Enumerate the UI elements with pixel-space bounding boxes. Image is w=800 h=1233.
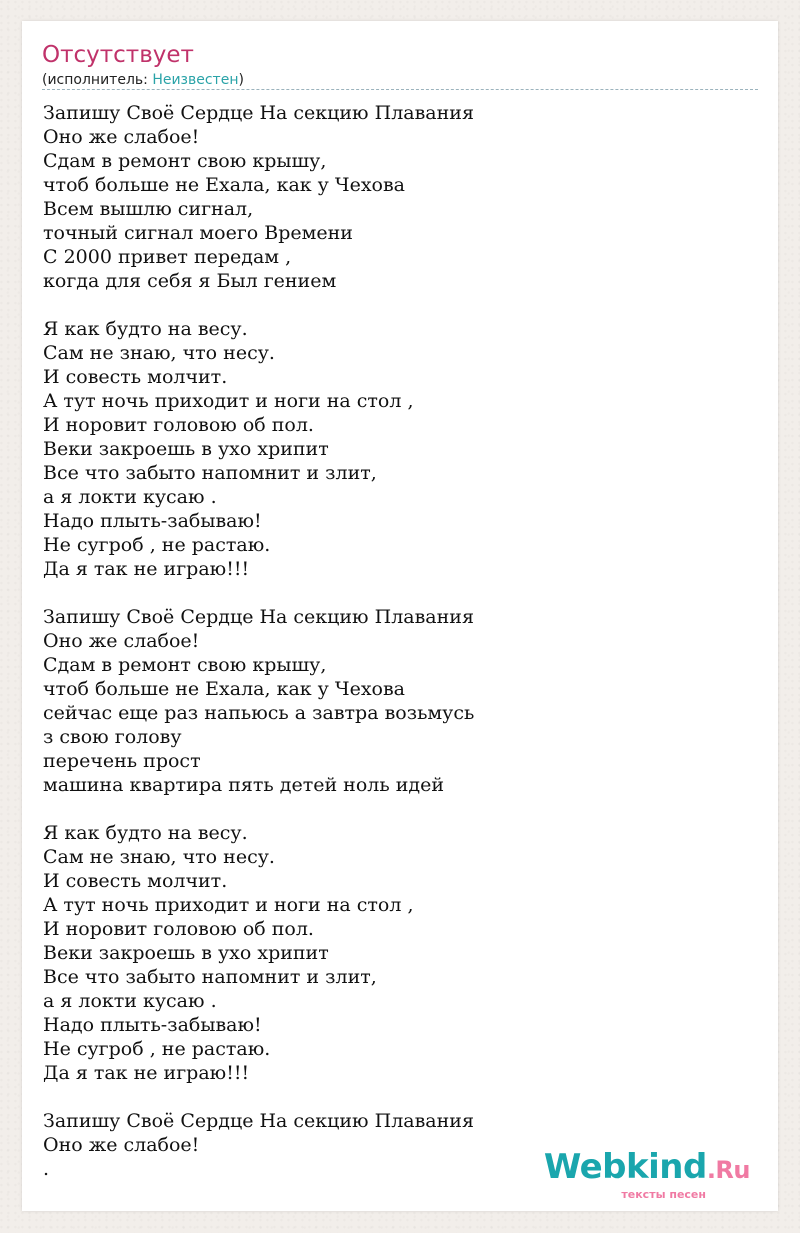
lyric-line: точный сигнал моего Времени xyxy=(43,222,353,244)
song-title: Отсутствует xyxy=(42,42,194,68)
lyric-line: а я локти кусаю . xyxy=(43,486,217,508)
lyric-line: чтоб больше не Ехала, как у Чехова xyxy=(43,678,406,700)
lyric-line: И норовит головою об пол. xyxy=(43,918,314,940)
lyric-line: Да я так не играю!!! xyxy=(43,1062,250,1084)
lyrics-page xyxy=(22,21,778,1211)
lyric-line: Запишу Своё Сердце На секцию Плавания xyxy=(43,102,474,124)
lyric-line: а я локти кусаю . xyxy=(43,990,217,1012)
stanza-gap xyxy=(43,293,743,317)
lyric-line: Все что забыто напомнит и злит, xyxy=(43,462,377,484)
lyric-line: Все что забыто напомнит и злит, xyxy=(43,966,377,988)
lyric-line: Оно же слабое! xyxy=(43,1134,200,1156)
lyric-line: Оно же слабое! xyxy=(43,126,200,148)
lyric-line: Не сугроб , не растаю. xyxy=(43,534,271,556)
lyrics-text xyxy=(43,101,743,1181)
lyric-line: сейчас еще раз напьюсь а завтра возьмусь xyxy=(43,702,475,724)
lyric-line: . xyxy=(43,1158,50,1180)
lyric-line: И норовит головою об пол. xyxy=(43,414,314,436)
stanza-gap xyxy=(43,797,743,821)
lyric-line: когда для себя я Был гением xyxy=(43,270,337,292)
lyric-line: Веки закроешь в ухо хрипит xyxy=(43,942,329,964)
lyric-line: Я как будто на весу. xyxy=(43,318,248,340)
lyric-line: перечень прост xyxy=(43,750,201,772)
artist-suffix: ) xyxy=(238,72,244,88)
artist-link[interactable]: Неизвестен xyxy=(152,72,239,88)
lyric-line: Всем вышлю сигнал, xyxy=(43,198,254,220)
lyric-line: Надо плыть-забываю! xyxy=(43,1014,262,1036)
stanza-gap xyxy=(43,581,743,605)
watermark-tagline: тексты песен xyxy=(621,1188,706,1201)
lyric-line: Оно же слабое! xyxy=(43,630,200,652)
lyric-line: Надо плыть-забываю! xyxy=(43,510,262,532)
lyric-line: И совесть молчит. xyxy=(43,366,228,388)
lyric-line: чтоб больше не Ехала, как у Чехова xyxy=(43,174,406,196)
stanza-gap xyxy=(43,1085,743,1109)
lyric-line: Сам не знаю, что несу. xyxy=(43,342,275,364)
lyric-line: Запишу Своё Сердце На секцию Плавания xyxy=(43,1110,474,1132)
header-divider xyxy=(42,89,758,90)
lyric-line: Я как будто на весу. xyxy=(43,822,248,844)
lyric-line: И совесть молчит. xyxy=(43,870,228,892)
lyric-line: з свою голову xyxy=(43,726,182,748)
watermark-tld: .Ru xyxy=(706,1156,750,1184)
lyric-line: Сдам в ремонт свою крышу, xyxy=(43,150,327,172)
lyric-line: Сам не знаю, что несу. xyxy=(43,846,275,868)
lyric-line: Сдам в ремонт свою крышу, xyxy=(43,654,327,676)
watermark-logo xyxy=(543,1147,750,1187)
lyric-line: Запишу Своё Сердце На секцию Плавания xyxy=(43,606,474,628)
lyric-line: машина квартира пять детей ноль идей xyxy=(43,774,445,796)
artist-prefix: (исполнитель: xyxy=(42,72,153,88)
lyric-line: А тут ночь приходит и ноги на стол , xyxy=(43,390,414,412)
lyric-line: А тут ночь приходит и ноги на стол , xyxy=(43,894,414,916)
watermark-brand: Webkind xyxy=(543,1147,707,1187)
lyric-line: Не сугроб , не растаю. xyxy=(43,1038,271,1060)
lyric-line: Веки закроешь в ухо хрипит xyxy=(43,438,329,460)
site-watermark xyxy=(543,1147,750,1201)
lyric-line: С 2000 привет передам , xyxy=(43,246,292,268)
artist-line xyxy=(42,71,244,89)
lyric-line: Да я так не играю!!! xyxy=(43,558,250,580)
